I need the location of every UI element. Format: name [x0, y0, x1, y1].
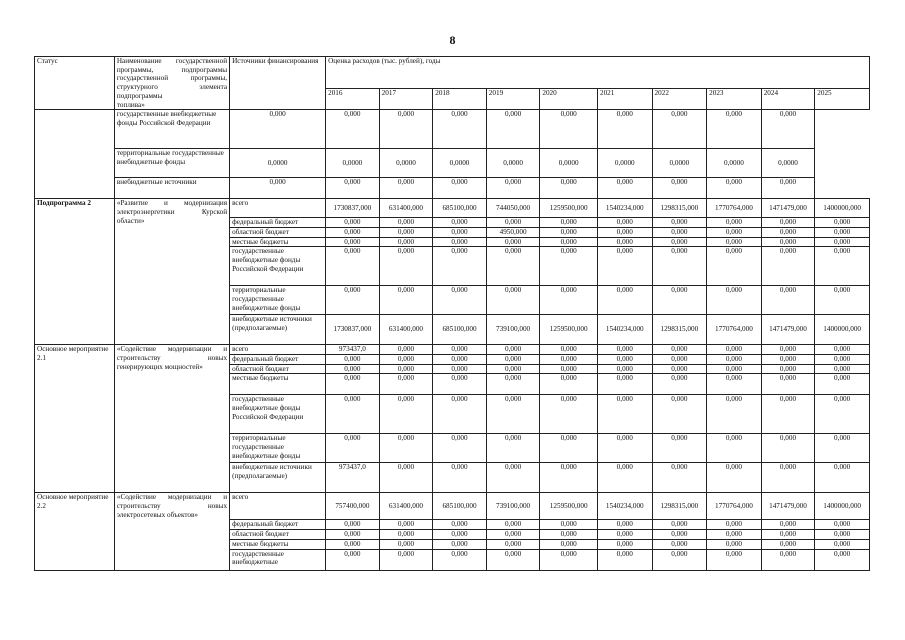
value-cell: 0,000 — [230, 110, 326, 149]
value-cell: 0,000 — [597, 374, 652, 395]
header-year: 2024 — [761, 89, 815, 110]
value-cell: 0,000 — [597, 218, 652, 228]
value-cell: 0,000 — [379, 218, 433, 228]
value-cell: 1471479,000 — [761, 199, 815, 218]
value-cell: 0,0000 — [326, 149, 380, 178]
value-cell: 0,000 — [597, 463, 652, 493]
value-cell: 0,000 — [379, 355, 433, 365]
name-cell: «Развитие и модернизация электроэнергетики Курской области» — [114, 199, 229, 345]
value-cell: 0,000 — [540, 178, 598, 199]
value-cell: 685100,000 — [433, 199, 487, 218]
value-cell: 0,000 — [540, 520, 598, 530]
value-cell: 0,000 — [326, 539, 380, 549]
value-cell: 0,000 — [761, 434, 815, 463]
source-cell: федеральный бюджет — [230, 218, 326, 228]
value-cell: 0,000 — [540, 237, 598, 247]
value-cell: 1400000,000 — [815, 493, 870, 520]
value-cell: 631400,000 — [379, 199, 433, 218]
value-cell: 0,000 — [652, 463, 707, 493]
table-row — [35, 178, 870, 199]
value-cell: 0,000 — [326, 374, 380, 395]
value-cell: 0,000 — [433, 434, 487, 463]
value-cell: 0,000 — [815, 395, 870, 434]
value-cell: 0,000 — [540, 247, 598, 286]
value-cell: 0,000 — [540, 110, 598, 149]
value-cell: 0,000 — [761, 178, 815, 199]
header-year: 2020 — [540, 89, 598, 110]
source-cell: областной бюджет — [230, 364, 326, 374]
value-cell: 0,000 — [379, 286, 433, 315]
value-cell: 1540234,000 — [597, 199, 652, 218]
value-cell: 0,000 — [379, 549, 433, 570]
value-cell: 0,000 — [761, 530, 815, 540]
table-row — [35, 493, 870, 520]
value-cell: 0,000 — [326, 247, 380, 286]
value-cell: 0,000 — [597, 530, 652, 540]
header-status: Статус — [35, 57, 115, 110]
value-cell: 0,000 — [486, 178, 540, 199]
value-cell: 1298315,000 — [652, 493, 707, 520]
header-name-tail: топлива» — [116, 100, 145, 109]
header-year: 2021 — [597, 89, 652, 110]
value-cell: 973437,0 — [326, 463, 380, 493]
value-cell: 0,000 — [815, 237, 870, 247]
value-cell: 0,000 — [815, 227, 870, 237]
value-cell: 0,000 — [815, 364, 870, 374]
value-cell: 0,0000 — [379, 149, 433, 178]
source-cell: государственные внебюджетные фонды Российской Федерации — [114, 110, 229, 149]
value-cell: 0,000 — [652, 286, 707, 315]
header-year: 2018 — [433, 89, 487, 110]
value-cell: 0,000 — [379, 520, 433, 530]
value-cell: 0,000 — [540, 434, 598, 463]
value-cell: 0,000 — [326, 218, 380, 228]
value-cell: 757400,000 — [326, 493, 380, 520]
source-cell: местные бюджеты — [230, 374, 326, 395]
value-cell: 0,000 — [486, 520, 540, 530]
value-cell: 0,000 — [707, 374, 762, 395]
value-cell: 0,000 — [652, 345, 707, 355]
source-cell: государственные внебюджетные фонды Российской Федерации — [230, 247, 326, 286]
value-cell: 0,000 — [486, 286, 540, 315]
header-year: 2019 — [486, 89, 540, 110]
value-cell: 0,000 — [486, 345, 540, 355]
value-cell: 0,000 — [433, 520, 487, 530]
value-cell: 1298315,000 — [652, 199, 707, 218]
value-cell: 0,000 — [761, 218, 815, 228]
source-cell: местные бюджеты — [230, 539, 326, 549]
value-cell: 0,000 — [379, 530, 433, 540]
value-cell: 0,000 — [540, 463, 598, 493]
value-cell: 0,000 — [433, 364, 487, 374]
header-year: 2022 — [652, 89, 707, 110]
value-cell: 1471479,000 — [761, 315, 815, 345]
value-cell: 744050,000 — [486, 199, 540, 218]
value-cell: 0,000 — [540, 549, 598, 570]
value-cell: 0,000 — [486, 539, 540, 549]
value-cell: 739100,000 — [486, 493, 540, 520]
status-cell — [35, 110, 115, 199]
budget-sheet — [34, 56, 870, 571]
status-cell: Основное мероприятие 2.2 — [35, 493, 115, 570]
value-cell: 973437,0 — [326, 345, 380, 355]
value-cell: 0,000 — [540, 286, 598, 315]
value-cell: 685100,000 — [433, 315, 487, 345]
source-cell: территориальные государственные внебюджетные фонды — [114, 149, 229, 178]
value-cell: 1259500,000 — [540, 493, 598, 520]
value-cell: 0,0000 — [433, 149, 487, 178]
value-cell: 0,000 — [540, 395, 598, 434]
source-cell: всего — [230, 345, 326, 355]
source-cell: внебюджетные источники (предполагаемые) — [230, 315, 326, 345]
value-cell: 0,000 — [652, 218, 707, 228]
value-cell: 0,000 — [707, 247, 762, 286]
value-cell: 0,000 — [815, 286, 870, 315]
value-cell: 0,000 — [326, 364, 380, 374]
value-cell: 0,000 — [761, 345, 815, 355]
value-cell: 0,0000 — [597, 149, 652, 178]
value-cell: 0,000 — [540, 374, 598, 395]
value-cell: 0,000 — [597, 395, 652, 434]
value-cell: 0,000 — [486, 549, 540, 570]
value-cell: 0,000 — [652, 434, 707, 463]
value-cell: 0,0000 — [230, 149, 326, 178]
value-cell: 0,000 — [486, 110, 540, 149]
source-cell: внебюджетные источники — [114, 178, 229, 199]
value-cell: 0,000 — [433, 374, 487, 395]
value-cell: 0,000 — [326, 395, 380, 434]
value-cell: 0,0000 — [652, 149, 707, 178]
value-cell: 0,0000 — [486, 149, 540, 178]
value-cell: 0,000 — [815, 355, 870, 365]
value-cell: 0,000 — [379, 247, 433, 286]
value-cell: 0,000 — [707, 530, 762, 540]
value-cell: 0,000 — [652, 395, 707, 434]
value-cell: 0,000 — [379, 237, 433, 247]
value-cell: 0,000 — [815, 530, 870, 540]
value-cell: 0,000 — [433, 539, 487, 549]
header-estimate: Оценка расходов (тыс. рублей), годы — [326, 57, 870, 89]
header-name-text: Наименование государственной программы, подпрограммы государственной программы, структурного элемента подпрограммы — [116, 57, 228, 100]
value-cell: 0,000 — [326, 530, 380, 540]
value-cell: 1471479,000 — [761, 493, 815, 520]
source-cell: областной бюджет — [230, 227, 326, 237]
value-cell: 0,000 — [326, 178, 380, 199]
value-cell: 0,000 — [379, 539, 433, 549]
value-cell: 0,000 — [652, 539, 707, 549]
value-cell: 0,000 — [540, 218, 598, 228]
value-cell: 0,000 — [379, 110, 433, 149]
value-cell: 0,000 — [707, 218, 762, 228]
value-cell: 0,000 — [597, 434, 652, 463]
value-cell: 0,000 — [597, 178, 652, 199]
value-cell: 0,000 — [433, 345, 487, 355]
value-cell: 0,000 — [707, 355, 762, 365]
value-cell: 0,000 — [707, 110, 762, 149]
value-cell: 0,000 — [540, 530, 598, 540]
value-cell: 0,000 — [433, 463, 487, 493]
value-cell: 0,000 — [230, 178, 326, 199]
value-cell: 0,000 — [326, 237, 380, 247]
source-cell: территориальные государственные внебюджетные фонды — [230, 434, 326, 463]
header-year: 2017 — [379, 89, 433, 110]
value-cell: 1730837,000 — [326, 315, 380, 345]
value-cell: 0,000 — [815, 549, 870, 570]
value-cell: 0,000 — [652, 530, 707, 540]
source-cell: внебюджетные источники (предполагаемые) — [230, 463, 326, 493]
header-sources: Источники финансирования — [230, 57, 326, 110]
value-cell: 0,000 — [652, 110, 707, 149]
value-cell: 0,000 — [707, 395, 762, 434]
value-cell: 0,000 — [326, 227, 380, 237]
value-cell: 0,000 — [707, 549, 762, 570]
value-cell: 0,000 — [815, 539, 870, 549]
value-cell: 685100,000 — [433, 493, 487, 520]
value-cell: 1730837,000 — [326, 199, 380, 218]
value-cell: 0,000 — [540, 364, 598, 374]
value-cell: 0,000 — [433, 218, 487, 228]
header-year: 2016 — [326, 89, 380, 110]
value-cell: 1298315,000 — [652, 315, 707, 345]
value-cell: 0,0000 — [761, 149, 815, 178]
value-cell: 0,000 — [761, 247, 815, 286]
value-cell: 0,000 — [761, 237, 815, 247]
value-cell: 0,000 — [433, 247, 487, 286]
value-cell: 0,000 — [433, 178, 487, 199]
value-cell: 0,000 — [707, 434, 762, 463]
value-cell: 0,000 — [379, 364, 433, 374]
name-cell: «Содействие модернизации и строительству новых электросетевых объектов» — [114, 493, 229, 570]
value-cell: 0,000 — [326, 520, 380, 530]
value-cell: 1259500,000 — [540, 315, 598, 345]
value-cell: 0,000 — [326, 355, 380, 365]
value-cell: 0,000 — [707, 364, 762, 374]
value-cell: 0,0000 — [540, 149, 598, 178]
value-cell: 0,000 — [761, 227, 815, 237]
value-cell: 0,000 — [326, 549, 380, 570]
value-cell: 0,000 — [433, 110, 487, 149]
value-cell: 0,000 — [597, 237, 652, 247]
source-cell: всего — [230, 199, 326, 218]
value-cell: 0,000 — [761, 549, 815, 570]
source-cell: государственные внебюджетные — [230, 549, 326, 570]
source-cell: областной бюджет — [230, 530, 326, 540]
value-cell: 0,000 — [652, 178, 707, 199]
value-cell: 0,000 — [707, 178, 762, 199]
value-cell: 0,000 — [433, 395, 487, 434]
value-cell: 0,000 — [815, 218, 870, 228]
value-cell: 0,000 — [326, 286, 380, 315]
value-cell: 0,000 — [815, 434, 870, 463]
value-cell: 0,000 — [761, 355, 815, 365]
value-cell: 0,000 — [761, 110, 815, 149]
value-cell: 0,000 — [761, 520, 815, 530]
header-name — [114, 57, 229, 110]
value-cell: 0,000 — [433, 286, 487, 315]
value-cell: 0,000 — [652, 247, 707, 286]
value-cell: 0,000 — [433, 530, 487, 540]
value-cell: 0,000 — [652, 549, 707, 570]
value-cell: 0,000 — [486, 247, 540, 286]
value-cell: 0,000 — [815, 247, 870, 286]
value-cell: 0,000 — [379, 374, 433, 395]
value-cell: 0,000 — [433, 237, 487, 247]
value-cell: 0,000 — [707, 345, 762, 355]
value-cell: 0,000 — [486, 237, 540, 247]
value-cell: 0,000 — [597, 110, 652, 149]
header-year: 2025 — [815, 89, 870, 110]
table-row — [35, 345, 870, 355]
value-cell: 0,000 — [379, 395, 433, 434]
value-cell: 0,000 — [761, 463, 815, 493]
value-cell: 1540234,000 — [597, 315, 652, 345]
value-cell: 0,000 — [815, 374, 870, 395]
header-year: 2023 — [707, 89, 762, 110]
page-number: 8 — [449, 33, 456, 47]
value-cell: 0,000 — [433, 549, 487, 570]
value-cell: 0,000 — [597, 364, 652, 374]
value-cell: 0,000 — [597, 539, 652, 549]
value-cell: 0,000 — [433, 355, 487, 365]
value-cell: 0,000 — [761, 539, 815, 549]
value-cell: 0,000 — [597, 345, 652, 355]
source-cell: территориальные государственные внебюджетные фонды — [230, 286, 326, 315]
source-cell: государственные внебюджетные фонды Российской Федерации — [230, 395, 326, 434]
value-cell: 0,000 — [540, 345, 598, 355]
value-cell: 0,000 — [652, 364, 707, 374]
value-cell: 0,000 — [707, 539, 762, 549]
value-cell: 0,000 — [815, 520, 870, 530]
value-cell: 0,000 — [379, 178, 433, 199]
header-row — [35, 57, 870, 89]
value-cell: 0,000 — [761, 286, 815, 315]
value-cell: 0,000 — [815, 345, 870, 355]
value-cell: 0,000 — [486, 374, 540, 395]
value-cell: 1770764,000 — [707, 493, 762, 520]
value-cell: 0,000 — [486, 434, 540, 463]
value-cell: 0,000 — [707, 463, 762, 493]
value-cell: 1770764,000 — [707, 199, 762, 218]
value-cell: 0,000 — [761, 364, 815, 374]
value-cell: 0,000 — [597, 355, 652, 365]
value-cell: 0,000 — [707, 227, 762, 237]
table-row — [35, 199, 870, 218]
value-cell: 0,000 — [486, 218, 540, 228]
value-cell: 631400,000 — [379, 315, 433, 345]
value-cell: 0,000 — [597, 247, 652, 286]
source-cell: федеральный бюджет — [230, 355, 326, 365]
table-row — [35, 149, 870, 178]
value-cell: 0,000 — [652, 237, 707, 247]
value-cell: 0,000 — [597, 549, 652, 570]
value-cell: 1400000,000 — [815, 315, 870, 345]
value-cell: 0,000 — [486, 463, 540, 493]
budget-table — [34, 56, 870, 571]
value-cell: 0,000 — [597, 286, 652, 315]
value-cell: 0,000 — [379, 227, 433, 237]
value-cell: 0,000 — [761, 374, 815, 395]
value-cell: 0,000 — [707, 286, 762, 315]
value-cell: 0,000 — [486, 355, 540, 365]
value-cell: 0,000 — [597, 520, 652, 530]
value-cell: 0,000 — [707, 237, 762, 247]
value-cell: 0,000 — [540, 355, 598, 365]
value-cell: 0,000 — [652, 227, 707, 237]
value-cell: 0,000 — [540, 227, 598, 237]
value-cell: 0,000 — [486, 530, 540, 540]
value-cell: 0,000 — [652, 374, 707, 395]
status-cell: Подпрограмма 2 — [35, 199, 115, 345]
value-cell: 0,000 — [815, 463, 870, 493]
value-cell: 0,000 — [433, 227, 487, 237]
value-cell: 0,000 — [486, 364, 540, 374]
value-cell: 739100,000 — [486, 315, 540, 345]
value-cell: 0,000 — [652, 355, 707, 365]
source-cell: федеральный бюджет — [230, 520, 326, 530]
value-cell: 4950,000 — [486, 227, 540, 237]
value-cell: 0,000 — [326, 110, 380, 149]
value-cell: 1770764,000 — [707, 315, 762, 345]
value-cell: 0,000 — [379, 434, 433, 463]
value-cell: 0,000 — [761, 395, 815, 434]
value-cell: 0,000 — [707, 520, 762, 530]
value-cell: 0,000 — [379, 345, 433, 355]
value-cell: 1259500,000 — [540, 199, 598, 218]
value-cell: 0,000 — [652, 520, 707, 530]
status-cell: Основное мероприятие 2.1 — [35, 345, 115, 493]
table-row — [35, 110, 870, 149]
value-cell: 1400000,000 — [815, 199, 870, 218]
value-cell: 0,0000 — [707, 149, 762, 178]
value-cell: 0,000 — [379, 463, 433, 493]
value-cell: 0,000 — [540, 539, 598, 549]
value-cell: 0,000 — [597, 227, 652, 237]
value-cell: 631400,000 — [379, 493, 433, 520]
value-cell: 0,000 — [326, 434, 380, 463]
source-cell: местные бюджеты — [230, 237, 326, 247]
value-cell: 1540234,000 — [597, 493, 652, 520]
source-cell: всего — [230, 493, 326, 520]
name-cell: «Содействие модернизации и строительству новых генерирующих мощностей» — [114, 345, 229, 493]
value-cell: 0,000 — [486, 395, 540, 434]
